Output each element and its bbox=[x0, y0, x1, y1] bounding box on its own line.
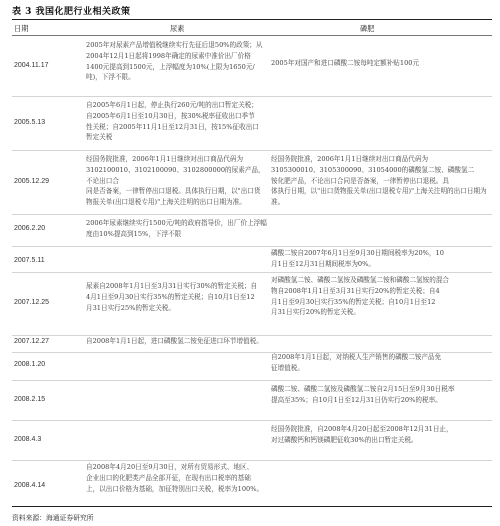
table-row bbox=[12, 460, 492, 506]
urea-policy-cell: 自2008年1月1日起，进口磷酸氢二铵免征进口环节增值税。 bbox=[86, 337, 263, 345]
phosphate-policy-cell: 2005年对国产和进口磷酸二铵每吨定额补贴100元 bbox=[271, 59, 420, 67]
top-rule bbox=[12, 19, 492, 20]
table-row bbox=[12, 216, 492, 246]
table-row bbox=[12, 382, 492, 420]
row-date: 2005.5.13 bbox=[14, 119, 46, 126]
phosphate-policy-cell: 自2008年1月1日起，对纳税人生产销售的磷酸二铵产品免 征增值税。 bbox=[271, 353, 442, 372]
phosphate-policy-cell: 磷酸二铵、磷酸二氢铵及磷酸氢二铵自2月15日至9月30日税率 提高至35%；自10月1日至12月31日仍实行20%的税率。 bbox=[271, 385, 455, 404]
table-row bbox=[12, 248, 492, 272]
row-date: 2007.5.11 bbox=[14, 257, 45, 264]
row-date: 2008.2.15 bbox=[14, 396, 46, 403]
row-date: 2007.12.25 bbox=[14, 299, 50, 306]
urea-policy-cell: 经国务院批准，2006年1月1日继续对出口商品代码为 3102100010、3102100090、3102800000的尿素产品，不论出口合 同是否备案，一律暂停出口退税。具体执行日期，以"出口货 物报关单(出口退税专用)"上海关注明的出口日期为准。 bbox=[86, 155, 265, 207]
table-row bbox=[12, 420, 492, 460]
table-title: 表 3 我国化肥行业相关政策 bbox=[12, 7, 131, 17]
row-separator bbox=[12, 96, 492, 97]
source-note: 资料来源：海通证券研究所 bbox=[12, 514, 94, 522]
column-header-phosphate: 磷肥 bbox=[360, 24, 375, 33]
table-row bbox=[12, 335, 492, 352]
urea-policy-cell: 2005年对尿素产品增值税继续实行先征后退50%的政策；从 2004年12月1日起将1998年确定的尿素中准价出厂价格 1400元提高到1500元，上浮幅度为10%(上限为1650元/ 吨)，下浮不限。 bbox=[86, 41, 263, 82]
row-separator bbox=[12, 214, 492, 215]
header-rule bbox=[12, 35, 492, 36]
column-header-urea: 尿素 bbox=[170, 24, 185, 33]
urea-policy-cell: 自2005年6月1日起，停止执行260元/吨的出口暂定关税； 自2005年6月1日至10月30日，按30%税率征收出口季节 性关税；自2005年11月1日至12月31日，按15%征收出口 暂定关税 bbox=[86, 101, 259, 142]
table-row bbox=[12, 352, 492, 380]
row-separator bbox=[12, 380, 492, 381]
urea-policy-cell: 2006年尿素继续实行1500元/吨的政府指导价，出厂价上浮幅 度由10%提高到15%，下浮不限 bbox=[86, 219, 267, 238]
row-date: 2008.4.14 bbox=[14, 482, 46, 489]
urea-policy-cell: 自2008年4月20日至9月30日，对所有贸易形式、地区、 企业出口的化肥类产品全部开征，在现有出口税率的基础 上，以出口价格为基础，加征特别出口关税，税率为100%。 bbox=[86, 463, 264, 493]
row-date: 2006.2.20 bbox=[14, 225, 46, 232]
column-header-date: 日期 bbox=[14, 24, 29, 33]
table-row bbox=[12, 38, 492, 96]
phosphate-policy-cell: 经国务院批准，2006年1月1日继续对出口商品代码为 3105300010、3105300090、31054000的磷酸氢二铵、磷酸氢二 铵化肥产品，不论出口合同是否备案，一律暂停出口退税。具 体执行日期，以"出口货物报关单(出口退税专用)"上海关注明的出口日期为准。 bbox=[271, 155, 487, 207]
phosphate-policy-cell: 对磷酸氢二铵、磷酸二氢铵及磷酸氢二铵和磷酸二氢铵的混合 物自2008年1月1日至3月31日实行20%的暂定关税；自4 月1日至9月30日实行35%的暂定关税；自10月1日至12 月31日实行20%的暂定关税。 bbox=[271, 276, 450, 317]
phosphate-policy-cell: 经国务院批准，自2008年4月20日起至2008年12月31日止， 对过磷酸钙和钙镁磷肥征收30%的出口暂定关税。 bbox=[271, 425, 453, 444]
row-date: 2005.12.29 bbox=[14, 178, 50, 185]
row-date: 2008.4.3 bbox=[14, 436, 42, 443]
urea-policy-cell: 尿素自2008年1月1日至3月31日实行30%的暂定关税；自 4月1日至9月30日实行35%的暂定关税；自10月1日至12 月31日实行25%的暂定关税。 bbox=[86, 282, 258, 312]
row-separator bbox=[12, 150, 492, 151]
phosphate-policy-cell: 磷酸二铵自2007年6月1日至9月30日期间税率为20%，10 月1日至12月31日期间税率为0%。 bbox=[271, 249, 444, 268]
row-date: 2007.12.27 bbox=[14, 338, 50, 345]
row-date: 2004.11.17 bbox=[14, 62, 49, 69]
table-row bbox=[12, 273, 492, 335]
row-date: 2008.1.20 bbox=[14, 361, 46, 368]
row-separator bbox=[12, 246, 492, 247]
table-row bbox=[12, 98, 492, 150]
table-row bbox=[12, 152, 492, 214]
bottom-rule bbox=[12, 506, 492, 507]
